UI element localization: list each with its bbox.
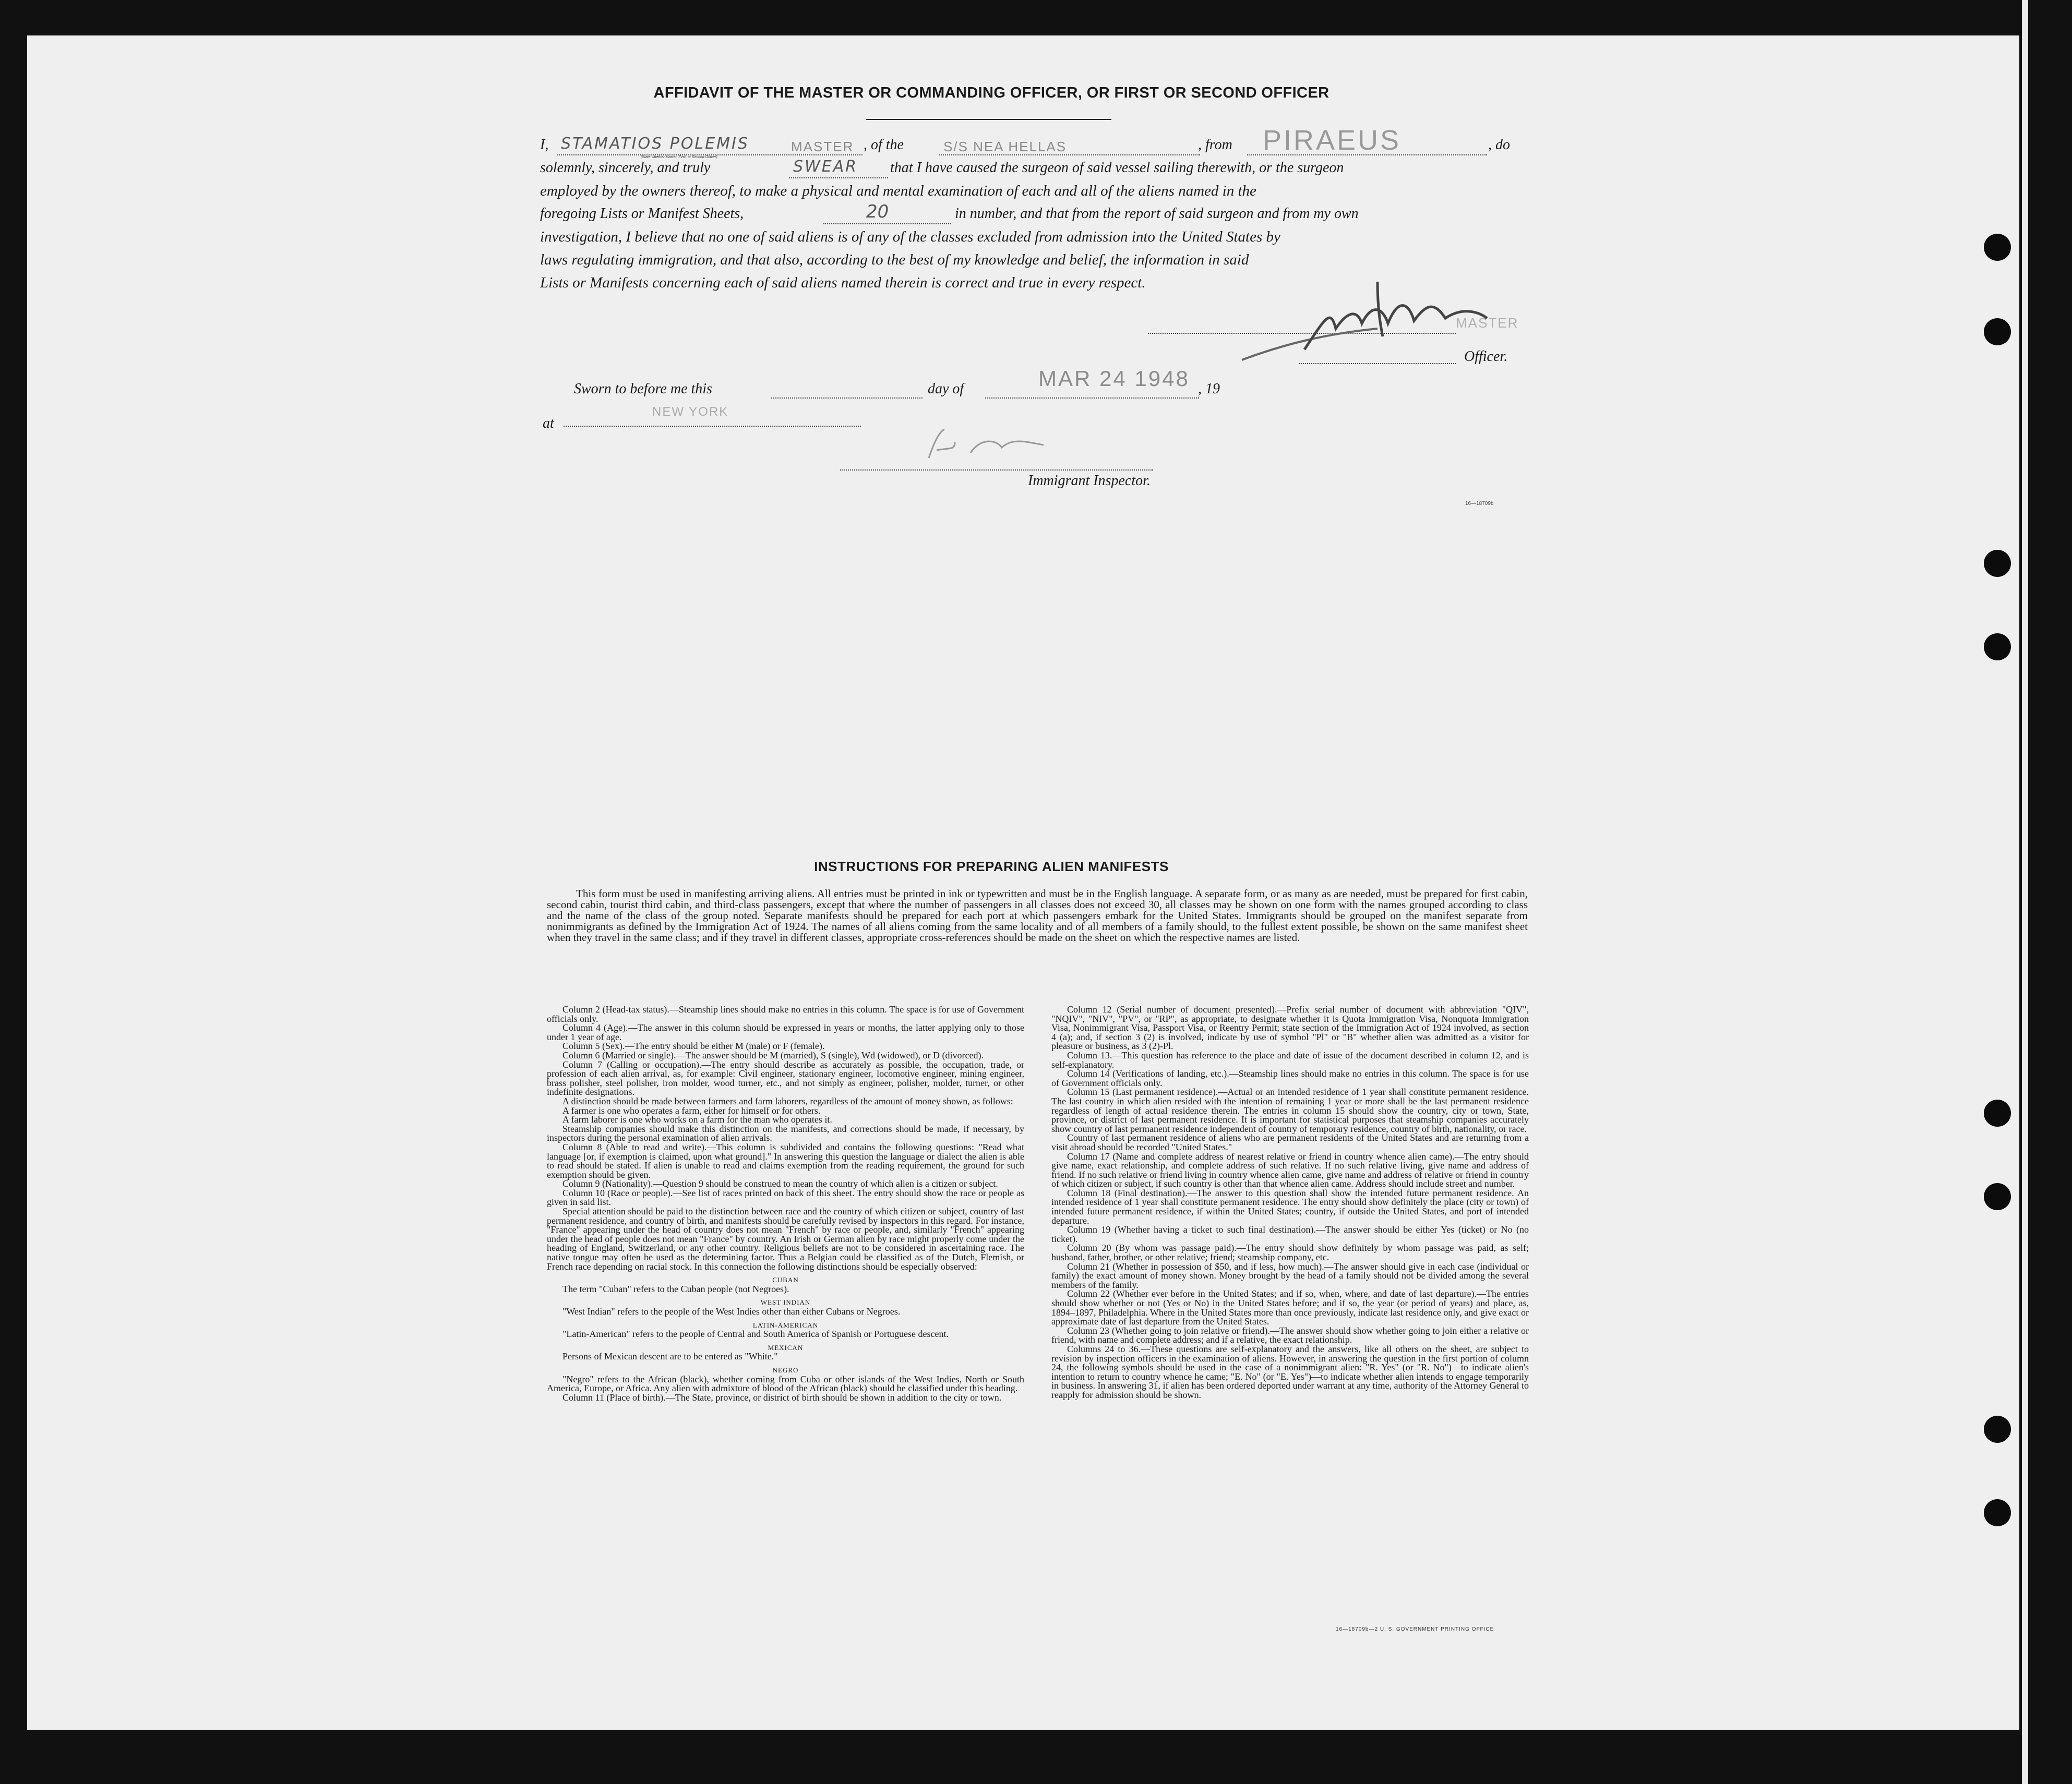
instruction-paragraph: Columns 24 to 36.—These questions are self-explanatory and the answers, like all others on the sheet, are subject to revision by inspection officers in the examination of aliens. However, in answering the question in the first portion of column 24, the following symbols should be used in the case of a nonimmigrant alien: "R. Yes" (or "R. No")—to indicate alien's intention to return to country whence he came; "E. No" (or "E. Yes")—to indicate whether alien intends to engage temporarily in business. In answering 31, if alien has been ordered deported under warrant at any time, authority of the Attorney General to reapply for admission should be shown. <box>1051 1343 1529 1400</box>
signature-rank: MASTER <box>1456 315 1519 331</box>
punch-hole <box>1984 318 2011 345</box>
instruction-paragraph: Column 13.—This question has reference to the place and date of issue of the document described in column 12, and is self-explanatory. <box>1051 1050 1529 1070</box>
instruction-paragraph: Column 5 (Sex).—The entry should be either M (male) or F (female). <box>562 1041 825 1052</box>
inspector-line <box>840 469 1153 471</box>
punch-hole <box>1984 234 2011 261</box>
instruction-paragraph: Column 19 (Whether having a ticket to such final destination).—The answer should be either Yes (ticket) or No (no ticket). <box>1051 1224 1529 1244</box>
instruction-paragraph: Column 15 (Last permanent residence).—Actual or an intended residence of 1 year shall constitute permanent residence. The last country in which alien resided with the intention of remaining 1 year or more shall be the last permanent residence regardless of length of actual residence therein. The entries in column 15 should show the country, city or town, State, province, or district of last permanent residence. It is important for statistical purposes that steamship companies accurately show country of last permanent residence independent of country of temporary residence, country of birth, nationality, or race. <box>1051 1087 1529 1134</box>
instructions-right-column <box>1051 1005 1529 1400</box>
officer-label: Officer. <box>1464 348 1508 365</box>
instruction-paragraph: Column 18 (Final destination).—The answer to this question shall show the intended future permanent residence. An intended residence of 1 year shall constitute permanent residence. The entry should show definitely the place (city or town) of intended future permanent residence, if within the United States; country, if outside the United States, and port of intended departure. <box>1051 1187 1529 1226</box>
port-stamp: PIRAEUS <box>1263 125 1402 156</box>
year-prefix: , 19 <box>1198 381 1220 397</box>
officer-line <box>1299 363 1456 364</box>
instruction-paragraph: The term "Cuban" refers to the Cuban people (not Negroes). <box>562 1283 789 1294</box>
instruction-paragraph: Column 6 (Married or single).—The answer should be M (married), S (single), Wd (widowed), or D (divorced). <box>562 1050 984 1060</box>
instructions-title: INSTRUCTIONS FOR PREPARING ALIEN MANIFESTS <box>814 859 1169 874</box>
vessel-name: S/S NEA HELLAS <box>943 139 1067 154</box>
instruction-paragraph: Column 8 (Able to read and write).—This column is subdivided and contains the following questions: "Read what language [or, if exemption is claimed, upon what ground]." In answering this question the language or dialect the alien is able to read should be stated. If alien is unable to read and claims exemption from the reading requirement, the ground for such exemption should be given. <box>547 1141 1024 1180</box>
instruction-paragraph: A farm laborer is one who works on a farm for the man who operates it. <box>562 1114 832 1125</box>
section-heading: NEGRO <box>772 1366 799 1374</box>
instruction-paragraph: Column 7 (Calling or occupation).—The entry should describe as accurately as possible, the occupation, trade, or profession of each alien arrival, as, for example: Civil engineer, stationary engineer, locomotive engineer, mining engineer, brass polisher, steel polisher, iron molder, wood turner, etc., and not simply as engineer, polisher, molder, turner, or other indefinite designations. <box>547 1059 1024 1098</box>
section-heading: WEST INDIAN <box>760 1298 811 1307</box>
line4-a: foregoing Lists or Manifest Sheets, <box>540 206 744 222</box>
instruction-paragraph: Column 21 (Whether in possession of $50, and if less, how much).—The answer should give in each case (individual or family) the exact amount of money shown. Money brought by the head of a family should not be divided among the several members of the family. <box>1051 1261 1529 1290</box>
instruction-paragraph: Column 20 (By whom was passage paid).—The entry should show definitely by whom passage was paid, as self; husband, father, brother, or other relative; friend; steamship company, etc. <box>1051 1243 1529 1263</box>
instruction-paragraph: Column 23 (Whether going to join relative or friend).—The answer should show whether going to join either a relative or friend, with name and complete address; and if a relative, the exact relationship. <box>1051 1325 1529 1345</box>
officer-rank: MASTER <box>791 139 854 154</box>
sworn-label: Sworn to before me this <box>574 381 712 397</box>
instruction-paragraph: Column 4 (Age).—The answer in this column should be expressed in years or months, the latter applying only to those under 1 year of age. <box>547 1022 1024 1042</box>
section-heading: MEXICAN <box>768 1343 804 1352</box>
instruction-paragraph: Column 17 (Name and complete address of nearest relative or friend in country whence alien came).—The entry should give name, exact relationship, and complete address of such relative. If no such relative living, give name and address of friend. If no such relative or friend living in country whence alien came, give name and address of relative or friend in country of which citizen or subject, if such country is other than that whence alien came. Address should include street and number. <box>1051 1151 1529 1189</box>
line4-b: in number, and that from the report of said surgeon and from my own <box>955 206 1359 222</box>
inspector-label: Immigrant Inspector. <box>1028 473 1151 489</box>
fill-line <box>771 397 923 399</box>
inspector-signature <box>918 421 1054 468</box>
instruction-paragraph: A distinction should be made between farmers and farm laborers, regardless of the amount of money shown, as follows: <box>562 1095 1013 1106</box>
do-label: , do <box>1488 137 1510 153</box>
from-label: , from <box>1198 137 1232 153</box>
punch-hole <box>1984 550 2011 577</box>
instruction-paragraph: "West Indian" refers to the people of the West Indies other than either Cubans or Negroes. <box>562 1306 901 1317</box>
rank-note: (State whether Master, First, or Second Officer) <box>641 155 717 159</box>
affidavit-title: AFFIDAVIT OF THE MASTER OR COMMANDING OFFICER, OR FIRST OR SECOND OFFICER <box>653 85 1330 101</box>
punch-hole <box>1984 1416 2011 1443</box>
instruction-paragraph: A farmer is one who operates a farm, either for himself or for others. <box>562 1105 821 1116</box>
instruction-paragraph: "Latin-American" refers to the people of Central and South America of Spanish or Portuguese descent. <box>562 1329 949 1340</box>
instruction-paragraph: Column 11 (Place of birth).—The State, province, or district of birth should be shown in addition to the city or town. <box>562 1392 1002 1403</box>
instructions-intro: This form must be used in manifesting arriving aliens. All entries must be printed in ink or typewritten and must be in the English language. A separate form, or as many as are needed, must be prepared for first cabin, second cabin, tourist third cabin, and third-class passengers, except that where the number of passengers in all classes does not exceed 30, all classes may be shown on one form with the names grouped according to class and the name of the class of the group noted. Separate manifests should be prepared for each port at which passengers embark for the United States. Immigrants should be grouped on the manifest separate from nonimmigrants as defined by the Immigration Act of 1924. The names of all aliens coming from the same locality and of all members of a family should, to the fullest extent possible, be shown on the same manifest sheet when they travel in the same class; and if they travel in different classes, appropriate cross-references should be made on the sheet on which the respective names are listed. <box>547 887 1528 944</box>
instruction-paragraph: Column 12 (Serial number of document presented).—Prefix serial number of document with abbreviation "QIV", "NQIV", "NIV", "PV", or "RP", as appropriate, to designate whether it is Quota Immigration Visa, Nonquota Immigration Visa, Nonimmigrant Visa, Passport Visa, or Reentry Permit; state section of the Immigration Act of 1924 involved, as section 4 (a); and, if section 3 (2) is involved, indicate by use of symbol "Pl" or "B" whether alien was admitted as a visitor for pleasure or business, as 3 (2)-Pl. <box>1051 1004 1529 1052</box>
oath-word: SWEAR <box>793 158 858 176</box>
instruction-paragraph: Column 14 (Verifications of landing, etc.).—Steamship lines should make no entries in this column. The space is for use of Government officials only. <box>1051 1068 1529 1088</box>
fill-line <box>823 223 951 224</box>
place-stamp: NEW YORK <box>652 405 729 419</box>
instruction-paragraph: Column 2 (Head-tax status).—Steamship lines should make no entries in this column. The space is for use of Government officials only. <box>547 1004 1024 1024</box>
line2-b: that I have caused the surgeon of said vessel sailing therewith, or the surgeon <box>890 160 1344 176</box>
instruction-paragraph: Steamship companies should make this distinction on the manifests, and corrections should be made, if necessary, by inspectors during the personal examination of alien arrivals. <box>547 1123 1024 1143</box>
master-signature <box>1221 271 1492 376</box>
title-rule <box>866 119 1111 120</box>
punch-hole <box>1984 1499 2011 1526</box>
instructions-left-column <box>547 1005 1024 1402</box>
day-of-label: day of <box>928 381 964 397</box>
form-number: 16—18709b <box>1465 501 1494 507</box>
of-the: , of the <box>864 137 904 153</box>
fill-line <box>564 426 861 427</box>
affidavit-i: I, <box>540 137 549 153</box>
affidavit-line: Lists or Manifests concerning each of said aliens named therein is correct and true in every respect. <box>540 274 1146 291</box>
fill-line <box>789 177 888 178</box>
section-heading: LATIN-AMERICAN <box>752 1321 819 1329</box>
affidavit-line: laws regulating immigration, and that also, according to the best of my knowledge and belief, the information in said <box>540 251 1249 268</box>
punch-hole <box>1984 633 2011 660</box>
sheet-count: 20 <box>866 201 889 222</box>
instruction-paragraph: Special attention should be paid to the distinction between race and the country of which citizen or subject, country of last permanent residence, and country of birth, and manifests should be carefully revised by inspectors in this regard. For instance, "France" appearing under the head of country does not mean "French" by race or people, and, similarly "French" appearing under the head of people does not mean "France" by country. An Irish or German alien by race might properly come under the heading of England, Switzerland, or any other country. Religious beliefs are not to be considered in ascertaining race. The native tongue may often be used as the determining factor. Thus a Belgian could be classified as of the Dutch, Flemish, or French race depending on racial stock. In this connection the following distinctions should be especially observed: <box>547 1206 1024 1272</box>
punch-hole <box>1984 1183 2011 1210</box>
instruction-paragraph: Country of last permanent residence of aliens who are permanent residents of the United States and are returning from a visit abroad should be recorded "United States." <box>1051 1132 1529 1152</box>
affidavit-line: investigation, I believe that no one of said aliens is of any of the classes excluded from admission into the United States by <box>540 228 1280 245</box>
printer-footer: 16—18709b—2 U. S. GOVERNMENT PRINTING OFFICE <box>1336 1626 1494 1632</box>
instruction-paragraph: "Negro" refers to the African (black), whether coming from Cuba or other islands of the West Indies, North or South America, Europe, or Africa. Any alien with admixture of blood of the African (black) should be classified under this heading. <box>547 1373 1024 1394</box>
at-label: at <box>543 415 554 431</box>
punch-hole <box>1984 1100 2011 1127</box>
fill-line <box>985 397 1199 399</box>
officer-name: STAMATIOS POLEMIS <box>561 135 749 153</box>
section-heading: CUBAN <box>772 1276 799 1284</box>
date-stamp: MAR 24 1948 <box>1038 366 1190 391</box>
instruction-paragraph: Column 9 (Nationality).—Question 9 should be construed to mean the country of which alien is a citizen or subject. <box>562 1178 998 1189</box>
line2-a: solemnly, sincerely, and truly <box>540 160 711 176</box>
instruction-paragraph: Column 22 (Whether ever before in the United States; and if so, when, where, and date of last departure).—The entries should show whether or not (Yes or No) in the United States before; and if so, the year (or period of years) and place, as, 1894–1897, Philadelphia. Where in the United States more than once previously, indicate last residence only, and give exact or approximate date of last departure from the United States. <box>1051 1288 1529 1327</box>
instruction-paragraph: Persons of Mexican descent are to be entered as "White." <box>562 1351 778 1362</box>
instruction-paragraph: Column 10 (Race or people).—See list of races printed on back of this sheet. The entry should show the race or people as given in said list. <box>547 1187 1024 1208</box>
affidavit-line: employed by the owners thereof, to make a physical and mental examination of each and all of the aliens named in the <box>540 183 1256 199</box>
page-edge <box>2022 0 2028 1784</box>
